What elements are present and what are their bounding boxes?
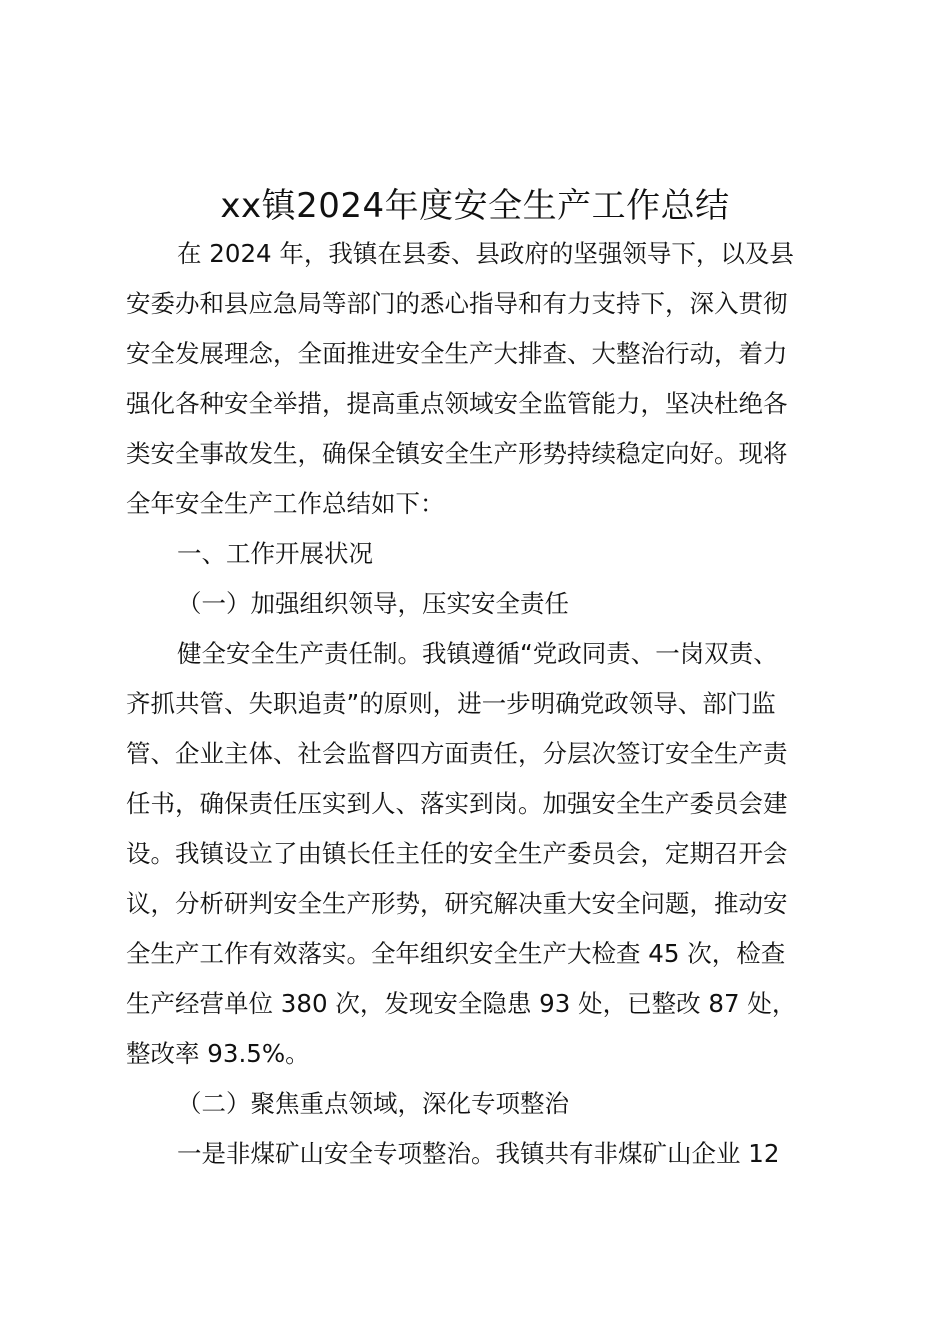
intro-line-1: 在 2024 年，我镇在县委、县政府的坚强领导下，以及县 xyxy=(177,239,794,268)
body-line-1: 健全安全生产责任制。我镇遵循“党政同责、一岗双责、 xyxy=(177,639,778,668)
body-line-4: 任书，确保责任压实到人、落实到岗。加强安全生产委员会建 xyxy=(126,789,788,818)
body-line-9: 整改率 93.5%。 xyxy=(126,1039,310,1068)
intro-line-3: 安全发展理念，全面推进安全生产大排查、大整治行动，着力 xyxy=(126,339,788,368)
intro-line-6: 全年安全生产工作总结如下： xyxy=(126,489,445,518)
intro-line-4: 强化各种安全举措，提高重点领域安全监管能力，坚决杜绝各 xyxy=(126,389,788,418)
subsection-heading-2: （二）聚焦重点领域，深化专项整治 xyxy=(177,1089,569,1118)
body-line-6: 议，分析研判安全生产形势，研究解决重大安全问题，推动安 xyxy=(126,889,788,918)
body-line-2: 齐抓共管、失职追责”的原则，进一步明确党政领导、部门监 xyxy=(126,689,776,718)
intro-line-2: 安委办和县应急局等部门的悉心指导和有力支持下，深入贯彻 xyxy=(126,289,788,318)
intro-line-5: 类安全事故发生，确保全镇安全生产形势持续稳定向好。现将 xyxy=(126,439,788,468)
section-heading-1: 一、工作开展状况 xyxy=(177,539,373,568)
body-line-10: 一是非煤矿山安全专项整治。我镇共有非煤矿山企业 12 xyxy=(177,1139,780,1168)
body-line-7: 全生产工作有效落实。全年组织安全生产大检查 45 次，检查 xyxy=(126,939,786,968)
body-line-3: 管、企业主体、社会监督四方面责任，分层次签订安全生产责 xyxy=(126,739,788,768)
document-title: xx镇2024年度安全生产工作总结 xyxy=(220,186,730,226)
body-line-5: 设。我镇设立了由镇长任主任的安全生产委员会，定期召开会 xyxy=(126,839,788,868)
subsection-heading-1: （一）加强组织领导，压实安全责任 xyxy=(177,589,569,618)
body-line-8: 生产经营单位 380 次，发现安全隐患 93 处，已整改 87 处， xyxy=(126,989,797,1018)
